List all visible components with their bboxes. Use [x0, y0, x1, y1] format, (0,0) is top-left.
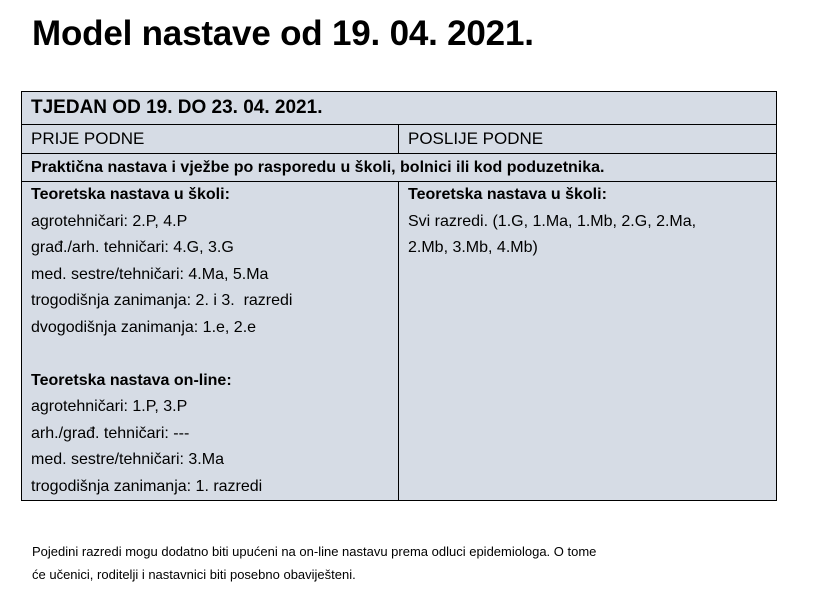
afternoon-line: Svi razredi. (1.G, 1.Ma, 1.Mb, 2.G, 2.Ma,	[408, 212, 697, 230]
list-item: dvogodišnja zanimanja: 1.e, 2.e	[31, 318, 257, 336]
afternoon-header: POSLIJE PODNE	[399, 125, 777, 154]
list-item: trogodišnja zanimanja: 2. i 3. razredi	[31, 292, 293, 309]
practical-note: Praktična nastava i vježbe po rasporedu u školi, bolnici ili kod poduzetnika.	[22, 154, 777, 182]
list-item: arh./građ. tehničari: ---	[31, 424, 190, 442]
morning-school-heading: Teoretska nastava u školi:	[31, 186, 230, 203]
page-title: Model nastave od 19. 04. 2021.	[32, 14, 534, 53]
list-item: trogodišnja zanimanja: 1. razredi	[31, 477, 263, 495]
schedule-table	[21, 91, 777, 501]
list-item: med. sestre/tehničari: 4.Ma, 5.Ma	[31, 265, 269, 283]
list-item: agrotehničari: 1.P, 3.P	[31, 398, 188, 415]
list-item: građ./arh. tehničari: 4.G, 3.G	[31, 239, 234, 256]
footnote	[32, 540, 792, 586]
afternoon-line: 2.Mb, 3.Mb, 4.Mb)	[408, 239, 538, 256]
afternoon-school-heading: Teoretska nastava u školi:	[408, 186, 607, 203]
list-item: med. sestre/tehničari: 3.Ma	[31, 451, 224, 468]
list-item: agrotehničari: 2.P, 4.P	[31, 212, 188, 230]
footnote-line: Pojedini razredi mogu dodatno biti upućeni na on-line nastavu prema odluci epidemiologa. O tome	[32, 544, 597, 559]
morning-online-heading: Teoretska nastava on-line:	[31, 371, 232, 389]
morning-cell	[22, 182, 399, 501]
week-heading: TJEDAN OD 19. DO 23. 04. 2021.	[22, 92, 777, 125]
afternoon-cell	[399, 182, 777, 501]
footnote-line: će učenici, roditelji i nastavnici biti posebno obaviješteni.	[32, 567, 356, 582]
morning-header: PRIJE PODNE	[22, 125, 399, 154]
